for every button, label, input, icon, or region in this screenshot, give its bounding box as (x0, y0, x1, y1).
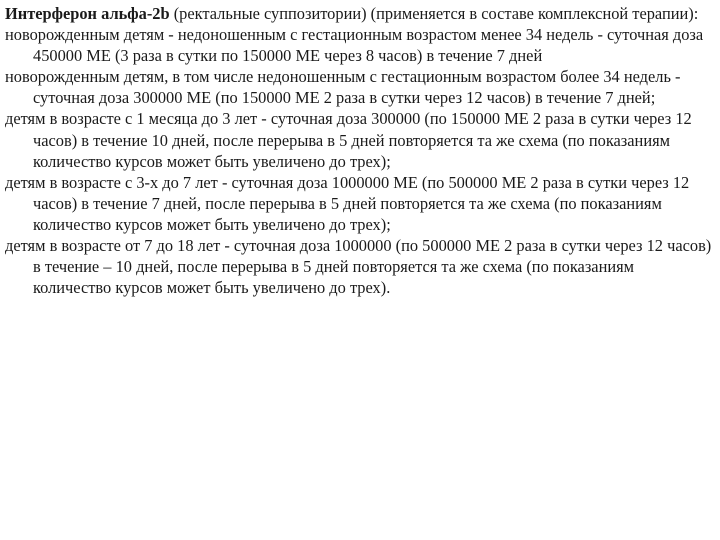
dosage-paragraph: детям в возрасте с 3-х до 7 лет - суточная доза 1000000 МЕ (по 500000 МЕ 2 раза в сутки через 12 часов) в течение 7 дней, после перерыва в 5 дней повторяется та же схема (по показаниям количество курсов может быть увеличено до трех); (5, 172, 690, 234)
intro-text: (ректальные суппозитории) (применяется в составе комплексной терапии): (169, 4, 699, 23)
dosage-paragraph: детям в возрасте с 1 месяца до 3 лет - суточная доза 300000 (по 150000 МЕ 2 раза в сутки через 12 часов) в течение 10 дней, после перерыва в 5 дней повторяется та же схема (по показаниям количество курсов может быть увеличено до трех); (5, 109, 692, 171)
dosage-paragraph: детям в возрасте от 7 до 18 лет - суточная доза 1000000 (по 500000 МЕ 2 раза в сутки через 12 часов) в течение – 10 дней, после перерыва в 5 дней повторяется та же схема (по показаниям количество курсов может быть увеличено до трех). (5, 236, 712, 298)
dosage-paragraph: новорожденным детям, в том числе недоношенным с гестационным возрастом более 34 недель - суточная доза 300000 МЕ (по 150000 МЕ 2 раза в сутки через 12 часов) в течение 7 дней; (5, 67, 681, 108)
document-body (5, 3, 713, 298)
dosage-paragraph: новорожденным детям - недоношенным с гестационным возрастом менее 34 недель - суточная доза 450000 МЕ (3 раза в сутки по 150000 МЕ через 8 часов) в течение 7 дней (5, 25, 704, 66)
drug-name: Интерферон альфа-2b (5, 4, 170, 23)
intro-paragraph (5, 3, 713, 24)
